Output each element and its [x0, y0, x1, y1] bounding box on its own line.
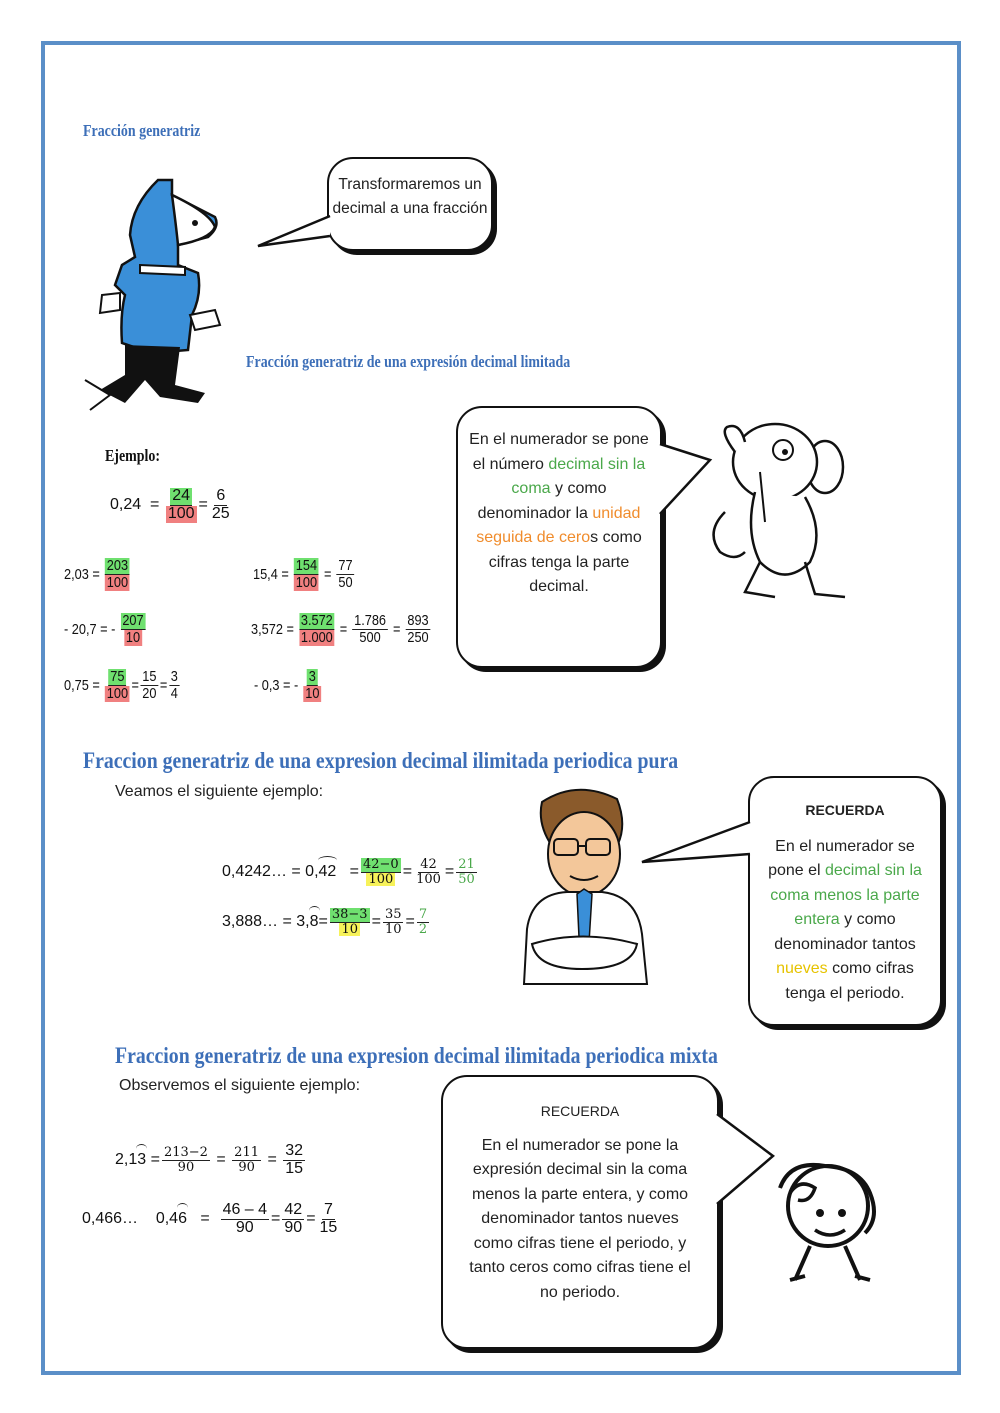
example-num: 3 — [170, 668, 178, 685]
example-den: 1.000 — [300, 628, 333, 646]
section-mixta-intro: Observemos el siguiente ejemplo: — [119, 1077, 361, 1094]
pure-b-period: 8 — [309, 913, 319, 931]
mixed-a-num: 213−2 — [163, 1145, 208, 1161]
example-den: 100 — [106, 573, 129, 591]
bubble-title: RECUERDA — [805, 802, 885, 818]
example-den: 10 — [125, 628, 141, 646]
example-num: 1.786 — [354, 612, 387, 629]
example-den: 20 — [142, 684, 157, 702]
example-main: 0,24 = $\frac{24}{100}$ = $\frac{6}{25}$ — [110, 487, 230, 522]
pure-a-den2: 100 — [416, 871, 441, 887]
mixed-b-period: 6 — [178, 1210, 187, 1228]
speech-bubble-rule-limitada — [456, 406, 662, 668]
pure-b-num3: 7 — [418, 907, 428, 922]
mixed-a-num3: 32 — [285, 1142, 304, 1159]
mixed-b-lhs: 0,466… — [82, 1210, 139, 1228]
example-num: 3.572 — [300, 612, 333, 629]
bubble-tail-icon — [715, 1110, 777, 1210]
example-lhs: - 0,3 — [254, 676, 280, 694]
bubble-title: RECUERDA — [540, 1103, 620, 1119]
example-row-1: 2,03 = $\frac{203}{100}$ — [64, 557, 129, 591]
mixed-b-den3: 15 — [319, 1218, 338, 1236]
speech-bubble-intro — [327, 157, 493, 251]
doodle-character-illustration — [770, 1158, 895, 1286]
hooded-character-illustration — [80, 175, 230, 415]
pure-b-den2: 10 — [384, 921, 402, 937]
bubble-intro-text: Transformaremos un decimal a una fracción — [332, 176, 488, 217]
example-num: 207 — [122, 612, 144, 629]
example-den: 100 — [295, 573, 318, 591]
mixed-a-period: 3 — [137, 1151, 147, 1169]
example-row-5: 0,75 = $\frac{75}{100}$ = $\frac{15}{20}$ = $\frac{3}{4}$ — [64, 668, 178, 702]
pure-b-den: 10 — [341, 921, 358, 937]
speech-bubble-rule-mixta — [441, 1075, 719, 1349]
example-lhs: 15,4 — [253, 565, 278, 583]
example-num: 203 — [106, 557, 129, 574]
bubble-text: En el numerador se pone el número — [469, 431, 649, 473]
example-num: 154 — [295, 557, 318, 574]
example-row-3: - 20,7 = - $\frac{207}{10}$ — [64, 612, 144, 646]
example-den: 10 — [305, 684, 320, 702]
bubble-text: s como cifras tenga la parte decimal. — [488, 529, 642, 595]
example-den: 100 — [106, 684, 129, 702]
bubble-highlight-green: decimal sin la coma — [511, 455, 646, 497]
bubble-tail-icon — [256, 212, 332, 252]
bubble-text: En el numerador se pone el — [768, 837, 915, 879]
bubble-tail-icon — [640, 818, 752, 870]
example-num: 3 — [308, 668, 316, 685]
mixed-a-den2: 90 — [238, 1159, 255, 1175]
example-num: 893 — [407, 612, 429, 629]
example-num: 77 — [338, 557, 353, 574]
example-lhs: - 20,7 — [64, 620, 97, 638]
pure-a-num: 42−0 — [363, 857, 399, 872]
mixed-example-a: 2,1 3 = $\frac{213-2}{90}$ = $\frac{211}{90}$ = $\frac{32}{15}$ — [115, 1142, 304, 1177]
bubble-highlight-yellow: nueves — [776, 960, 828, 977]
example-den: 4 — [170, 684, 178, 702]
section-heading-limitada: Fracción generatriz de una expresión decimal limitada — [246, 352, 571, 371]
example-sign: - — [111, 620, 116, 638]
example-lhs: 0,75 — [64, 676, 89, 694]
mixed-a-lhs: 2,1 — [115, 1151, 138, 1169]
pure-a-lhs: 0,4242… = 0, — [222, 863, 319, 881]
bubble-highlight-orange: unidad seguida de cero — [476, 504, 641, 546]
example-main-num2: 6 — [216, 487, 226, 504]
pure-a-period: 42 — [318, 863, 337, 881]
example-den: 250 — [407, 628, 429, 646]
pure-a-num3: 21 — [458, 857, 475, 872]
mixed-a-num2: 211 — [234, 1145, 259, 1161]
example-lhs: 3,572 — [251, 620, 283, 638]
mixed-b-mid: 0,4 — [155, 1210, 179, 1228]
mouse-illustration — [705, 412, 855, 607]
mixed-b-num2: 42 — [284, 1201, 303, 1218]
example-main-num: 24 — [172, 487, 191, 504]
example-num: 15 — [142, 668, 157, 685]
bubble-text: En el numerador se pone la expresión decimal sin la coma menos la parte entera, y como denominador tantos nueves como cifras tiene el periodo, y tanto ceros como cifras tiene el no periodo. — [469, 1136, 691, 1301]
example-main-lhs: 0,24 — [110, 496, 142, 514]
example-main-den2: 25 — [211, 504, 230, 522]
pure-b-den3: 2 — [418, 921, 428, 937]
example-main-den: 100 — [167, 504, 195, 522]
example-row-6: - 0,3 = - $\frac{3}{10}$ — [254, 668, 320, 702]
example-num: 75 — [110, 668, 125, 685]
example-den: 500 — [359, 628, 381, 646]
page-title: Fracción generatriz — [83, 121, 201, 140]
pure-b-lhs: 3,888… = 3, — [222, 913, 310, 931]
example-row-4: 3,572 = $\frac{3.572}{1.000}$ = $\frac{1.786}{500}$ = $\frac{893}{250}$ — [251, 612, 429, 646]
section-heading-pura: Fraccion generatriz de una expresion decimal ilimitada periodica pura — [83, 748, 679, 773]
pure-example-b: 3,888… = 3, 8 = $\frac{38-3}{10}$ = $\frac{35}{10}$ = $\frac{7}{2}$ — [222, 907, 428, 937]
example-label: Ejemplo: — [105, 446, 160, 465]
pure-b-num: 38−3 — [331, 907, 368, 922]
mixed-b-num: 46 – 4 — [222, 1201, 268, 1218]
example-den: 50 — [338, 573, 353, 591]
pure-a-num2: 42 — [420, 857, 437, 872]
pure-example-a: 0,4242… = 0, 42 = $\frac{42-0}{100}$ = $\frac{42}{100}$ = $\frac{21}{50}$ — [222, 857, 475, 887]
pure-a-den3: 50 — [458, 871, 475, 887]
mixed-b-den: 90 — [235, 1218, 254, 1236]
mixed-b-num3: 7 — [323, 1201, 333, 1218]
mixed-b-den2: 90 — [284, 1218, 303, 1236]
bubble-text: y como denominador tantos — [774, 911, 916, 953]
bubble-text: como cifras tenga el periodo. — [785, 960, 914, 1002]
example-sign: - — [294, 676, 299, 694]
pure-b-num2: 35 — [384, 907, 402, 922]
example-row-2: 15,4 = $\frac{154}{100}$ = $\frac{77}{50}$ — [253, 557, 353, 591]
section-pura-intro: Veamos el siguiente ejemplo: — [115, 783, 324, 800]
mixed-a-den: 90 — [177, 1159, 195, 1175]
section-heading-mixta: Fraccion generatriz de una expresion decimal ilimitada periodica mixta — [115, 1043, 718, 1068]
speech-bubble-rule-pura — [748, 776, 942, 1026]
bubble-text: y como denominador la — [477, 480, 607, 522]
pure-a-den: 100 — [368, 871, 394, 887]
mixed-example-b: 0,466… 0,4 6 = $\frac{46 - 4}{90}$ = $\frac{42}{90}$ = $\frac{7}{15}$ — [82, 1201, 338, 1236]
example-lhs: 2,03 — [64, 565, 89, 583]
teacher-illustration — [522, 784, 652, 989]
mixed-a-den3: 15 — [285, 1159, 304, 1177]
bubble-highlight-green: decimal sin la coma menos la parte entera — [770, 862, 922, 928]
